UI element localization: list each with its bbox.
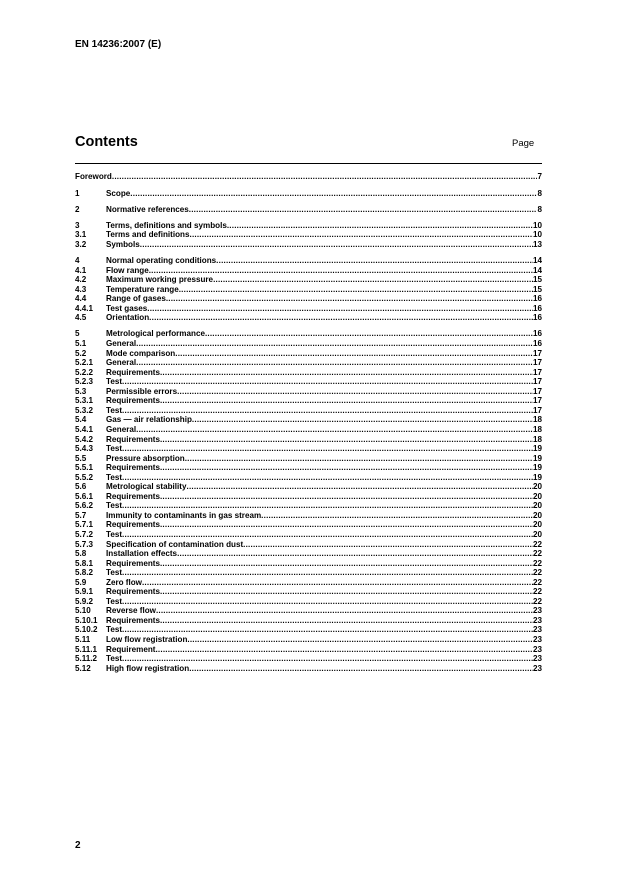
toc-entry[interactable] [75,304,542,314]
toc-entry-page: 17 [532,348,542,358]
toc-entry-title: Requirements [106,434,160,444]
toc-entry[interactable] [75,313,542,323]
toc-entry[interactable] [75,368,542,378]
toc-entry-number: 5.7.3 [75,539,94,549]
toc-entry-page: 17 [532,405,542,415]
toc-entry-title: Flow range [106,265,149,275]
toc-entry-number: 5.11 [75,634,91,644]
leader-dots [149,313,533,323]
toc-entry-number: 5.10.1 [75,615,98,625]
leader-dots [136,358,533,368]
toc-entry-number: 5.9.2 [75,596,94,606]
leader-dots [160,492,533,502]
toc-entry-title: Gas — air relationship [106,415,192,425]
leader-dots [160,463,533,473]
leader-dots [216,256,533,266]
toc-entry-number: 1 [75,188,80,198]
leader-dots [142,578,533,588]
toc-entry-number: 5 [75,329,80,339]
toc-entry-title: Metrological performance [106,329,205,339]
toc-entry-page: 19 [532,453,542,463]
leader-dots [122,530,533,540]
toc-entry-title: Test [106,472,123,482]
toc-entry-number: 5.2 [75,348,87,358]
leader-dots [160,396,533,406]
toc-entry[interactable] [75,205,542,215]
toc-entry-title: Permissible errors [106,386,178,396]
toc-entry[interactable] [75,221,542,231]
leader-dots [190,230,533,240]
toc-entry-page: 20 [532,510,542,520]
toc-entry-page: 23 [532,615,542,625]
toc-entry[interactable] [75,645,542,655]
table-of-contents [75,172,542,673]
leader-dots [261,511,533,521]
toc-entry[interactable] [75,530,542,540]
toc-entry-number: 4 [75,256,80,266]
toc-entry[interactable] [75,463,542,473]
toc-entry-title: Orientation [106,313,150,323]
leader-dots [122,597,533,607]
leader-dots [177,549,533,559]
toc-entry[interactable] [75,492,542,502]
toc-entry-page: 22 [532,577,542,587]
toc-entry[interactable] [75,511,542,521]
toc-entry-number: 3 [75,220,80,230]
toc-entry-title: Temperature range [106,284,179,294]
toc-entry[interactable] [75,501,542,511]
leader-dots [122,444,533,454]
document-identifier: EN 14236:2007 (E) [75,39,162,50]
leader-dots [160,559,533,569]
toc-entry-page: 22 [532,596,542,606]
toc-entry-number: 5.4.3 [75,444,94,454]
toc-entry[interactable] [75,349,542,359]
toc-entry-foreword[interactable] [75,172,542,182]
toc-entry-title: General [106,339,137,349]
leader-dots [136,339,533,349]
toc-entry[interactable] [75,256,542,266]
toc-entry-page: 14 [532,265,542,275]
toc-entry[interactable] [75,454,542,464]
toc-entry-number: 5.3 [75,386,87,396]
toc-entry[interactable] [75,606,542,616]
toc-entry[interactable] [75,406,542,416]
toc-entry-number: 5.1 [75,339,87,349]
toc-entry[interactable] [75,482,542,492]
toc-entry-title: Symbols [106,239,140,249]
toc-entry-title: Foreword [75,172,112,181]
toc-entry-title: Test [106,596,123,606]
toc-entry[interactable] [75,578,542,588]
toc-entry[interactable] [75,189,542,199]
leader-dots [179,285,533,295]
toc-entry[interactable] [75,240,542,250]
toc-entry[interactable] [75,415,542,425]
toc-entry-page: 22 [532,539,542,549]
leader-dots [189,664,533,674]
toc-entry-title: Normative references [106,204,189,214]
toc-entry-page: 18 [532,424,542,434]
leader-dots [160,520,533,530]
toc-entry-number: 4.4 [75,294,87,304]
toc-entry-page: 18 [532,415,542,425]
leader-dots [122,625,533,635]
page-title: Contents [75,134,138,150]
toc-entry[interactable] [75,435,542,445]
toc-entry[interactable] [75,473,542,483]
toc-entry[interactable] [75,625,542,635]
leader-dots [122,501,533,511]
toc-entry-title: Test [106,654,123,664]
toc-entry-number: 4.3 [75,284,87,294]
leader-dots [177,387,533,397]
toc-entry-title: Requirements [106,615,160,625]
toc-entry-title: General [106,358,137,368]
toc-entry-title: Test [106,568,123,578]
toc-entry-page: 17 [532,377,542,387]
toc-entry-title: Immunity to contaminants in gas stream [106,510,262,520]
leader-dots [122,377,533,387]
toc-entry-number: 5.5.2 [75,472,94,482]
toc-entry-number: 4.4.1 [75,303,94,313]
toc-entry-title: Reverse flow [106,606,156,616]
toc-entry-number: 3.2 [75,239,87,249]
toc-entry-number: 5.2.2 [75,367,94,377]
leader-dots [185,454,533,464]
toc-entry[interactable] [75,358,542,368]
toc-entry-page: 15 [532,275,542,285]
toc-entry-page: 17 [532,358,542,368]
toc-entry-number: 5.7 [75,510,87,520]
toc-entry-page: 16 [532,339,542,349]
toc-entry-page: 8 [537,204,542,214]
toc-entry-number: 5.11.2 [75,654,98,664]
toc-entry-page: 14 [532,256,542,266]
toc-entry[interactable] [75,230,542,240]
toc-entry-title: Test gases [106,303,148,313]
toc-entry-number: 5.5.1 [75,463,94,473]
toc-entry-page: 19 [532,463,542,473]
toc-entry[interactable] [75,559,542,569]
toc-entry-page: 20 [532,482,542,492]
toc-entry[interactable] [75,549,542,559]
toc-entry-title: Test [106,501,123,511]
toc-entry-number: 5.7.1 [75,520,94,530]
toc-entry-title: Terms and definitions [106,230,190,240]
toc-entry-title: Requirements [106,520,160,530]
toc-entry-title: Pressure absorption [106,453,185,463]
toc-entry[interactable] [75,520,542,530]
toc-entry-title: Installation effects [106,549,178,559]
toc-entry-number: 5.6.2 [75,501,94,511]
toc-entry-title: Requirements [106,396,160,406]
toc-entry-title: Specification of contamination dust [106,539,244,549]
toc-entry-page: 23 [532,663,542,673]
toc-entry-page: 20 [532,529,542,539]
leader-dots [136,425,533,435]
leader-dots [140,240,533,250]
toc-entry-page: 20 [532,491,542,501]
toc-entry-page: 23 [532,644,542,654]
toc-entry-number: 5.2.1 [75,358,94,368]
leader-dots [227,221,533,231]
leader-dots [155,645,533,655]
toc-entry[interactable] [75,616,542,626]
toc-entry-title: Normal operating conditions [106,256,217,266]
leader-dots [122,473,533,483]
toc-entry-page: 16 [532,294,542,304]
toc-entry-page: 23 [532,634,542,644]
toc-entry-title: Requirements [106,491,160,501]
leader-dots [160,616,533,626]
leader-dots [156,606,533,616]
toc-entry-number: 5.11.1 [75,644,98,654]
toc-entry-title: General [106,424,137,434]
toc-entry[interactable] [75,396,542,406]
leader-dots [160,368,533,378]
leader-dots [243,540,533,550]
toc-entry-page: 16 [532,303,542,313]
toc-entry-number: 5.4.2 [75,434,94,444]
toc-entry-title: Requirements [106,367,160,377]
toc-entry-title: Requirement [106,644,156,654]
toc-entry[interactable] [75,568,542,578]
toc-entry-page: 20 [532,501,542,511]
toc-entry-title: Test [106,444,123,454]
leader-dots [122,568,533,578]
toc-entry-page: 22 [532,587,542,597]
leader-dots [160,587,533,597]
toc-entry-page: 17 [532,386,542,396]
toc-entry-title: Scope [106,188,131,198]
page-number: 2 [75,840,81,851]
toc-entry-title: Range of gases [106,294,166,304]
leader-dots [160,435,533,445]
toc-entry-title: Metrological stability [106,482,187,492]
toc-entry-number: 3.1 [75,230,87,240]
toc-entry-page: 17 [532,367,542,377]
contents-divider [75,163,542,164]
toc-entry[interactable] [75,285,542,295]
toc-entry-title: Test [106,377,123,387]
toc-entry-page: 16 [532,329,542,339]
toc-entry-page: 23 [532,654,542,664]
toc-entry[interactable] [75,425,542,435]
toc-entry-number: 5.9.1 [75,587,94,597]
leader-dots [166,294,533,304]
toc-entry[interactable] [75,540,542,550]
toc-entry-number: 5.10.2 [75,625,98,635]
toc-entry-title: Low flow registration [106,634,188,644]
toc-entry-number: 5.6 [75,482,87,492]
toc-entry-number: 5.8 [75,549,87,559]
toc-entry-title: Requirements [106,558,160,568]
leader-dots [187,635,533,645]
leader-dots [213,275,533,285]
toc-entry-page: 19 [532,472,542,482]
toc-entry-number: 5.8.2 [75,568,94,578]
toc-entry[interactable] [75,387,542,397]
toc-entry[interactable] [75,275,542,285]
toc-entry[interactable] [75,377,542,387]
toc-entry-page: 18 [532,434,542,444]
toc-entry-page: 16 [532,313,542,323]
toc-entry-page: 19 [532,444,542,454]
toc-entry[interactable] [75,654,542,664]
toc-entry-page: 10 [532,230,542,240]
toc-entry-page: 17 [532,396,542,406]
toc-entry[interactable] [75,266,542,276]
toc-entry-number: 5.10 [75,606,91,616]
toc-entry[interactable] [75,294,542,304]
toc-entry-page: 23 [532,606,542,616]
leader-dots [187,482,533,492]
toc-entry-title: Test [106,405,123,415]
toc-entry-number: 4.5 [75,313,87,323]
toc-entry-number: 5.7.2 [75,529,94,539]
toc-entry-title: Requirements [106,587,160,597]
toc-entry-number: 5.12 [75,663,91,673]
toc-entry[interactable] [75,329,542,339]
toc-entry-page: 13 [532,239,542,249]
toc-entry-number: 5.3.2 [75,405,94,415]
toc-entry-page: 20 [532,520,542,530]
toc-entry-page: 8 [537,188,542,198]
toc-entry-title: High flow registration [106,663,190,673]
toc-entry-page: 23 [532,625,542,635]
toc-entry-page: 22 [532,549,542,559]
toc-entry-number: 5.2.3 [75,377,94,387]
toc-entry-number: 4.1 [75,265,87,275]
toc-entry-number: 2 [75,204,80,214]
toc-entry-title: Mode comparison [106,348,176,358]
toc-entry-title: Requirements [106,463,160,473]
toc-entry-page: 7 [537,172,542,181]
toc-entry-page: 10 [532,220,542,230]
toc-entry-number: 5.5 [75,453,87,463]
toc-entry[interactable] [75,444,542,454]
toc-entry[interactable] [75,587,542,597]
toc-entry-title: Maximum working pressure [106,275,214,285]
leader-dots [189,205,538,215]
toc-entry-number: 4.2 [75,275,87,285]
leader-dots [175,349,533,359]
toc-entry-page: 22 [532,568,542,578]
toc-entry[interactable] [75,597,542,607]
toc-entry-title: Zero flow [106,577,142,587]
toc-entry[interactable] [75,664,542,674]
toc-entry-number: 5.9 [75,577,87,587]
toc-entry-title: Test [106,529,123,539]
leader-dots [205,329,533,339]
toc-entry[interactable] [75,339,542,349]
toc-entry-number: 5.3.1 [75,396,94,406]
toc-entry-number: 5.6.1 [75,491,94,501]
leader-dots [192,415,533,425]
leader-dots [122,654,533,664]
leader-dots [149,266,533,276]
toc-entry-number: 5.8.1 [75,558,94,568]
leader-dots [122,406,533,416]
toc-entry-number: 5.4 [75,415,87,425]
leader-dots [112,172,538,182]
leader-dots [147,304,533,314]
toc-entry-number: 5.4.1 [75,424,94,434]
toc-entry-title: Test [106,625,123,635]
leader-dots [130,189,537,199]
toc-entry-title: Terms, definitions and symbols [106,220,227,230]
toc-entry[interactable] [75,635,542,645]
toc-entry-page: 15 [532,284,542,294]
page-column-label: Page [512,138,535,149]
toc-entry-page: 22 [532,558,542,568]
